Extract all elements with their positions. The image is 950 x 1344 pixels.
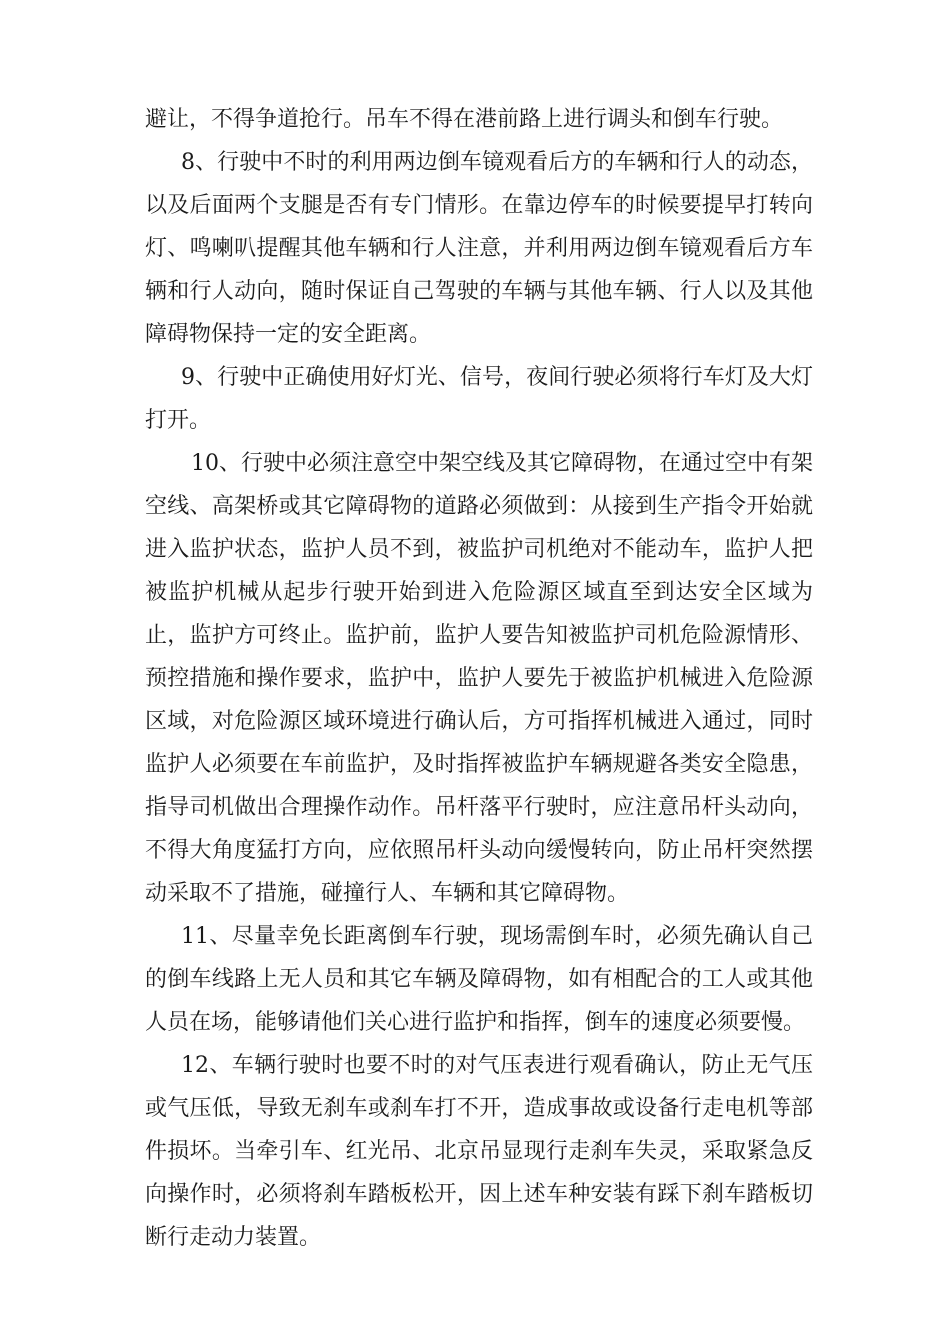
paragraph-item-11: 11、尽量幸免长距离倒车行驶，现场需倒车时，必须先确认自己的倒车线路上无人员和其它车辆及障碍物，如有相配合的工人或其他人员在场，能够请他们关心进行监护和指挥，倒车的速度必须要慢。 — [145, 924, 813, 1035]
paragraph-continuation: 避让，不得争道抢行。吊车不得在港前路上进行调头和倒车行驶。 — [145, 107, 784, 132]
document-body — [145, 98, 813, 1259]
paragraph-item-8: 8、行驶中不时的利用两边倒车镜观看后方的车辆和行人的动态，以及后面两个支腿是否有专门情形。在靠边停车的时候要提早打转向灯、鸣喇叭提醒其他车辆和行人注意，并利用两边倒车镜观看后方车辆和行人动向，随时保证自己驾驶的车辆与其他车辆、行人以及其他障碍物保持一定的安全距离。 — [145, 150, 813, 347]
paragraph-item-9: 9、行驶中正确使用好灯光、信号，夜间行驶必须将行车灯及大灯打开。 — [145, 365, 813, 433]
paragraph-item-10: 10、行驶中必须注意空中架空线及其它障碍物，在通过空中有架空线、高架桥或其它障碍物的道路必须做到：从接到生产指令开始就进入监护状态，监护人员不到，被监护司机绝对不能动车，监护人把被监护机械从起步行驶开始到进入危险源区域直至到达安全区域为止，监护方可终止。监护前，监护人要告知被监护司机危险源情形、预控措施和操作要求，监护中，监护人要先于被监护机械进入危险源区域，对危险源区域环境进行确认后，方可指挥机械进入通过，同时监护人必须要在车前监护，及时指挥被监护车辆规避各类安全隐患，指导司机做出合理操作动作。吊杆落平行驶时，应注意吊杆头动向，不得大角度猛打方向，应依照吊杆头动向缓慢转向，防止吊杆突然摆动采取不了措施，碰撞行人、车辆和其它障碍物。 — [145, 451, 813, 906]
paragraph-item-12: 12、车辆行驶时也要不时的对气压表进行观看确认，防止无气压或气压低，导致无刹车或刹车打不开，造成事故或设备行走电机等部件损坏。当牵引车、红光吊、北京吊显现行走刹车失灵，采取紧急反向操作时，必须将刹车踏板松开，因上述车种安装有踩下刹车踏板切断行走动力装置。 — [145, 1053, 813, 1250]
